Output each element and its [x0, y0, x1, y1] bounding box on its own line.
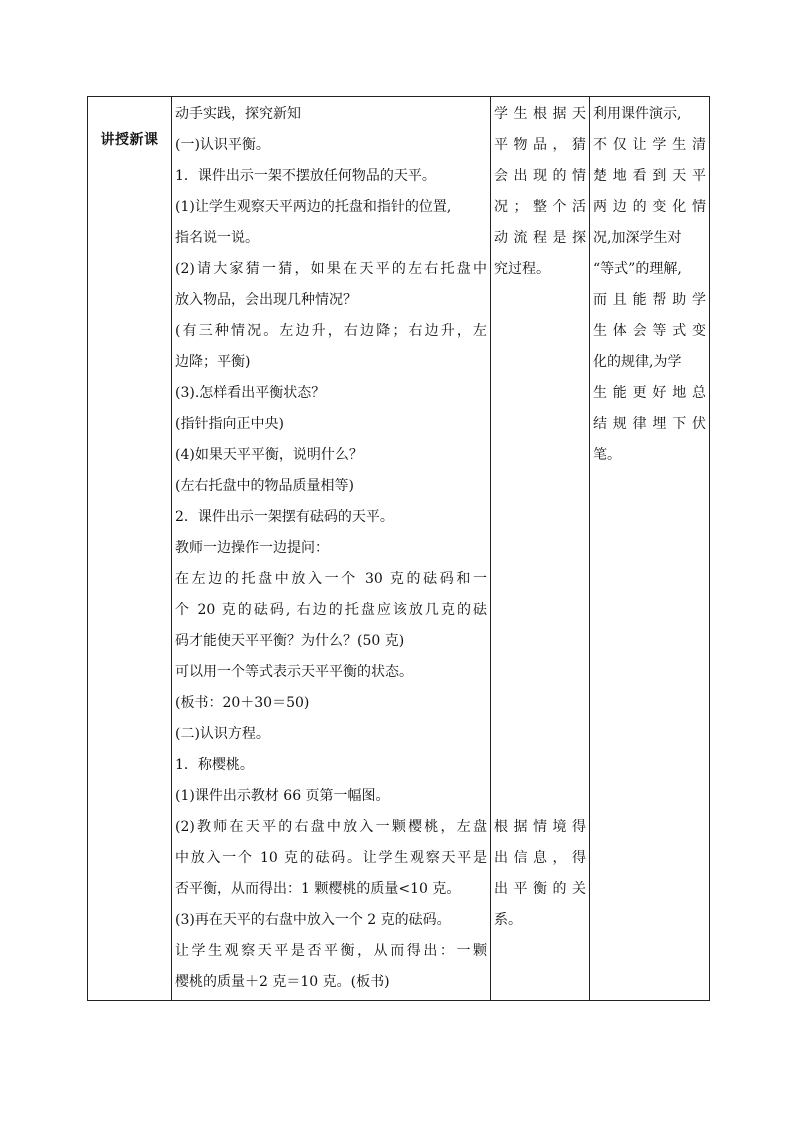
- process-line: (1)课件出示教材 66 页第一幅图。: [175, 788, 390, 804]
- intent-line: 化的规律,为学: [593, 354, 682, 370]
- process-line: (2)请大家猜一猜，如果在天平的左右托盘中: [175, 261, 487, 277]
- process-line: (有三种情况。左边升，右边降；右边升，左: [175, 323, 487, 339]
- intent-line: 笔。: [593, 447, 621, 463]
- design-intent-text: [590, 97, 709, 471]
- process-line: 1．称樱桃。: [175, 757, 254, 773]
- process-line: 让学生观察天平是否平衡，从而得出：一颗: [175, 943, 487, 959]
- intent-line: 况,加深学生对: [593, 230, 682, 246]
- process-line: (1)让学生观察天平两边的托盘和指针的位置,: [175, 199, 452, 215]
- intent-line: 结规律埋下伏: [593, 416, 706, 432]
- student-activity-text: [491, 97, 589, 936]
- process-line: 教师一边操作一边提问：: [175, 540, 329, 556]
- intent-line: “等式”的理解,: [593, 261, 682, 277]
- process-line: 在左边的托盘中放入一个 30 克的砝码和一: [175, 571, 487, 587]
- process-line: 2．课件出示一架摆有砝码的天平。: [175, 509, 394, 525]
- process-line: 樱桃的质量＋2 克＝10 克。(板书): [175, 974, 390, 990]
- activity-line: 况；整个活: [494, 199, 586, 215]
- intent-line: 利用课件演示,: [593, 106, 682, 122]
- activity-line: 系。: [494, 912, 522, 928]
- process-line: (板书：20＋30＝50): [175, 695, 310, 711]
- process-line: 动手实践，探究新知: [175, 106, 301, 122]
- process-line: 1．课件出示一架不摆放任何物品的天平。: [175, 168, 436, 184]
- teaching-process-cell: [172, 97, 491, 1001]
- process-line: (3).怎样看出平衡状态？: [175, 385, 326, 401]
- process-line: 否平衡，从而得出：1 颗樱桃的质量<10 克。: [175, 881, 461, 897]
- process-line: 个 20 克的砝码, 右边的托盘应该放几克的砝: [175, 602, 487, 618]
- student-activity-cell: [491, 97, 590, 1001]
- intent-line: 两边的变化情: [593, 199, 706, 215]
- process-line: (左右托盘中的物品质量相等): [175, 478, 354, 494]
- activity-line: 根据情境得: [494, 819, 586, 835]
- activity-line: 会出现的情: [494, 168, 586, 184]
- activity-line: 出信息，得: [494, 850, 586, 866]
- intent-line: 生体会等式变: [593, 323, 706, 339]
- process-line: (4)如果天平平衡，说明什么？: [175, 447, 363, 463]
- intent-line: 生能更好地总: [593, 385, 706, 401]
- section-cell: [88, 97, 172, 1001]
- design-intent-cell: [590, 97, 710, 1001]
- table-row: [88, 97, 710, 1001]
- process-line: 可以用一个等式表示天平平衡的状态。: [175, 664, 413, 680]
- process-line: (3)再在天平的右盘中放入一个 2 克的砝码。: [175, 912, 451, 928]
- process-line: 指名说一说。: [175, 230, 259, 246]
- process-line: 边降；平衡): [175, 354, 251, 370]
- activity-line: 平物品，猜: [494, 137, 586, 153]
- process-line: (一)认识平衡。: [175, 137, 270, 153]
- process-line: (二)认识方程。: [175, 726, 270, 742]
- teaching-process-text: [172, 97, 490, 998]
- activity-line: 出平衡的关: [494, 881, 586, 897]
- process-line: 中放入一个 10 克的砝码。让学生观察天平是: [175, 850, 487, 866]
- lesson-plan-table: [87, 96, 710, 1001]
- activity-line: 究过程。: [494, 261, 550, 277]
- intent-line: 而且能帮助学: [593, 292, 706, 308]
- activity-line: 动流程是探: [494, 230, 586, 246]
- activity-line: 学生根据天: [494, 106, 586, 122]
- intent-line: 不仅让学生清: [593, 137, 706, 153]
- intent-line: 楚地看到天平: [593, 168, 706, 184]
- process-line: (指针指向正中央): [175, 416, 284, 432]
- activity-gap: [494, 285, 586, 812]
- process-line: (2)教师在天平的右盘中放入一颗樱桃，左盘: [175, 819, 487, 835]
- process-line: 放入物品，会出现几种情况？: [175, 292, 357, 308]
- section-label: 讲授新课: [100, 132, 159, 148]
- process-line: 码才能使天平平衡？为什么？(50 克): [175, 633, 405, 649]
